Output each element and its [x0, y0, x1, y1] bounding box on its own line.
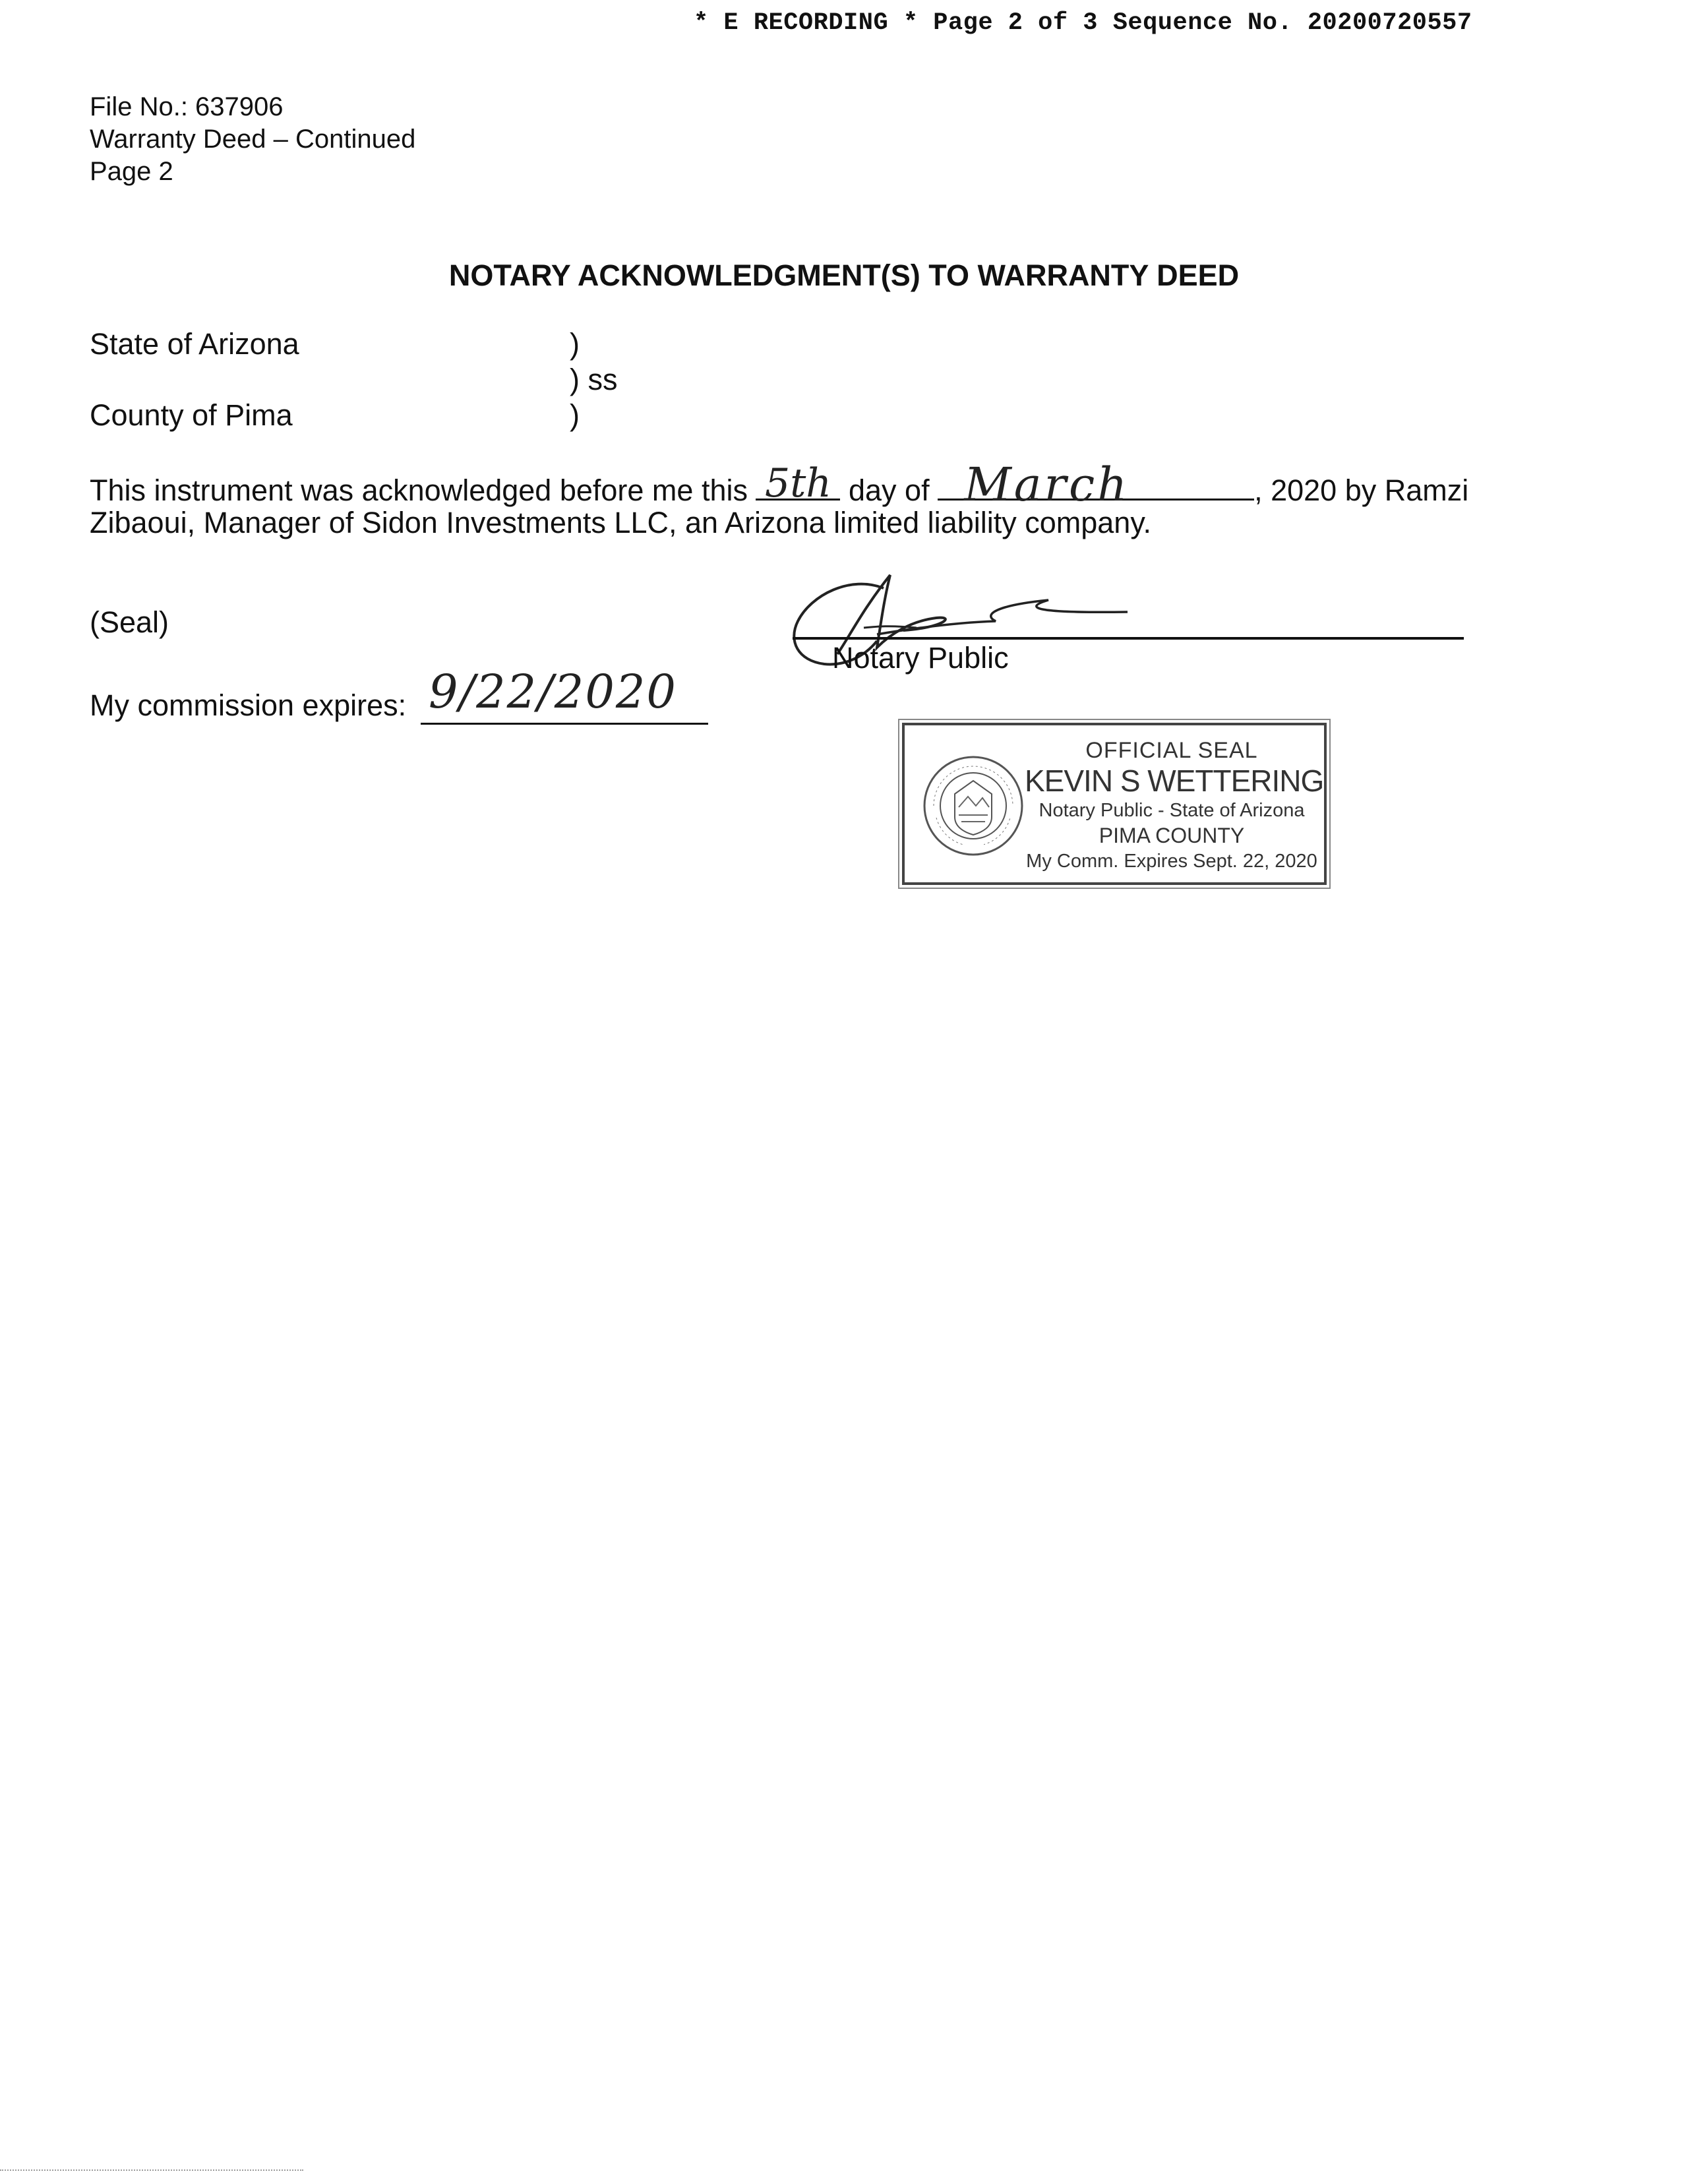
venue-county: County of Pima — [90, 398, 293, 432]
official-seal-stamp — [902, 723, 1327, 885]
venue-paren-3: ) — [570, 398, 580, 432]
arizona-state-seal-icon — [922, 754, 1025, 857]
stamp-expiration: My Comm. Expires Sept. 22, 2020 — [1026, 851, 1317, 872]
stamp-county: PIMA COUNTY — [1099, 824, 1245, 847]
day-blank — [756, 460, 840, 506]
document-title: Warranty Deed – Continued — [90, 125, 416, 154]
venue-paren-1: ) — [570, 327, 580, 361]
commission-date-line — [421, 723, 708, 725]
recording-header: * E RECORDING * Page 2 of 3 Sequence No. 20200720557 — [694, 9, 1472, 37]
file-number: File No.: 637906 — [90, 92, 284, 121]
notary-public-label: Notary Public — [832, 641, 1009, 675]
ack-text-3: , 2020 by Ramzi — [1254, 473, 1469, 507]
commission-label: My commission expires: — [90, 688, 407, 722]
stamp-notary-state: Notary Public - State of Arizona — [1039, 800, 1305, 821]
ack-text-2: day of — [840, 473, 938, 507]
day-handwritten: 5th — [765, 460, 831, 506]
acknowledgment-line-2: Zibaoui, Manager of Sidon Investments LLC, an Arizona limited liability company. — [90, 506, 1151, 539]
venue-state: State of Arizona — [90, 327, 299, 361]
page-number: Page 2 — [90, 157, 173, 186]
footer-divider — [0, 2169, 303, 2171]
page-title: NOTARY ACKNOWLEDGMENT(S) TO WARRANTY DEED — [448, 258, 1240, 292]
stamp-notary-name: KEVIN S WETTERING — [1025, 764, 1324, 798]
seal-label: (Seal) — [90, 605, 169, 639]
stamp-official-seal: OFFICIAL SEAL — [1085, 738, 1258, 763]
file-info-block — [90, 91, 415, 188]
notary-signature-line — [793, 637, 1464, 640]
stamp-text — [1025, 737, 1324, 874]
commission-date-handwritten: 9/22/2020 — [429, 665, 677, 719]
month-handwritten: March — [964, 458, 1130, 512]
acknowledgment-line-1 — [90, 458, 1469, 512]
ack-text-1: This instrument was acknowledged before me this — [90, 473, 756, 507]
venue-paren-ss: ) ss — [570, 363, 618, 396]
month-blank — [938, 458, 1254, 512]
